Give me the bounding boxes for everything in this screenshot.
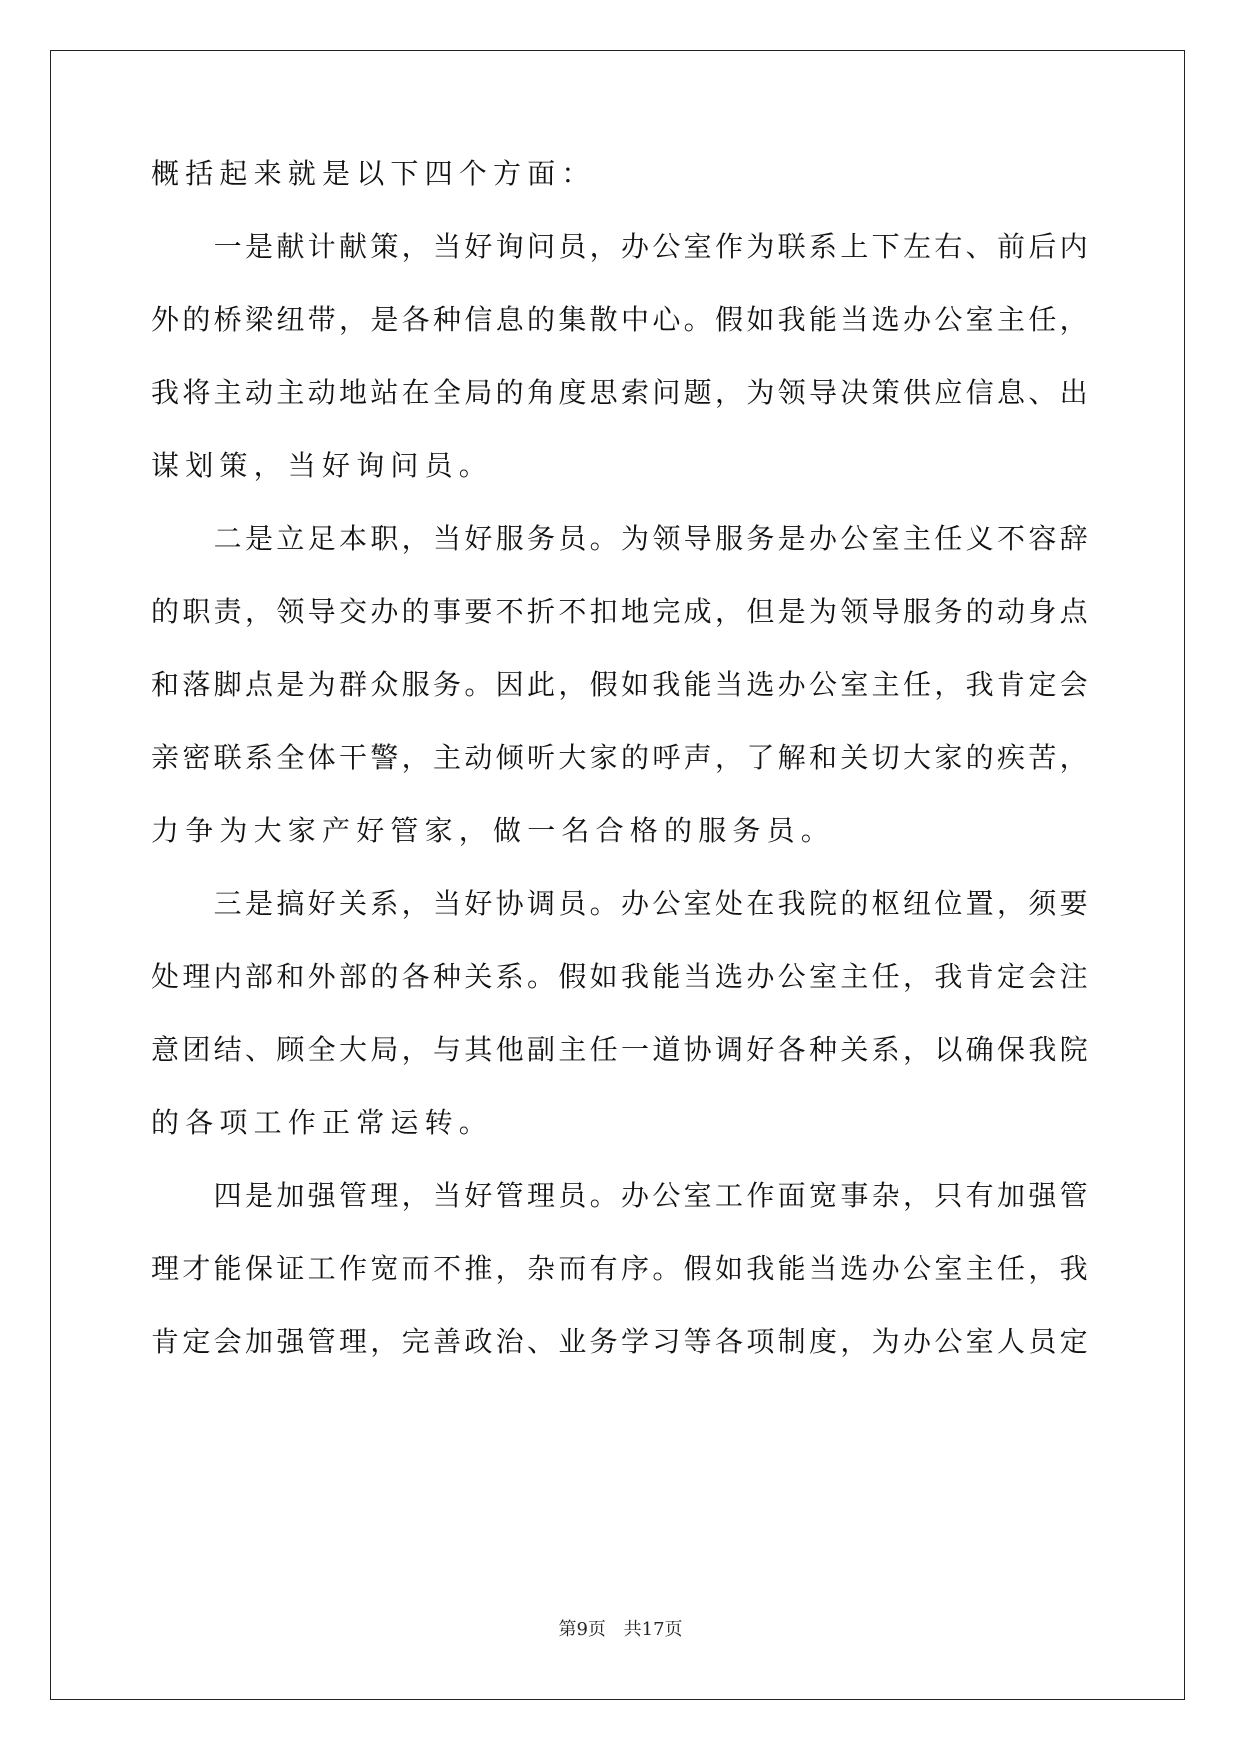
text-line: 谋划策，当好询问员。 [151,449,494,482]
text-line: 的职责，领导交办的事要不折不扣地完成，但是为领导服务的动身点 [151,595,1092,628]
text-line: 四是加强管理，当好管理员。办公室工作面宽事杂，只有加强管 [151,1179,1092,1212]
text-line: 的各项工作正常运转。 [151,1106,494,1139]
text-line: 力争为大家产好管家，做一名合格的服务员。 [151,814,836,847]
text-line: 肯定会加强管理，完善政治、业务学习等各项制度，为办公室人员定 [151,1325,1092,1358]
text-line: 外的桥梁纽带，是各种信息的集散中心。假如我能当选办公室主任， [151,303,1092,336]
page-number-total: 共17页 [623,1619,683,1640]
text-line: 理才能保证工作宽而不推，杂而有序。假如我能当选办公室主任，我 [151,1252,1092,1285]
text-line: 处理内部和外部的各种关系。假如我能当选办公室主任，我肯定会注 [151,960,1092,993]
text-line: 一是献计献策，当好询问员，办公室作为联系上下左右、前后内 [151,230,1092,263]
page-footer [0,1618,1241,1642]
text-line: 和落脚点是为群众服务。因此，假如我能当选办公室主任，我肯定会 [151,668,1092,701]
text-line: 二是立足本职，当好服务员。为领导服务是办公室主任义不容辞 [151,522,1092,555]
page-border [50,50,1185,1700]
text-line: 亲密联系全体干警，主动倾听大家的呼声，了解和关切大家的疾苦， [151,741,1092,774]
text-line: 概括起来就是以下四个方面： [151,157,596,190]
text-line: 意团结、顾全大局，与其他副主任一道协调好各种关系，以确保我院 [151,1033,1092,1066]
text-line: 三是搞好关系，当好协调员。办公室处在我院的枢纽位置，须要 [151,887,1092,920]
page-number-current: 第9页 [558,1619,606,1640]
text-line: 我将主动主动地站在全局的角度思索问题，为领导决策供应信息、出 [151,376,1092,409]
